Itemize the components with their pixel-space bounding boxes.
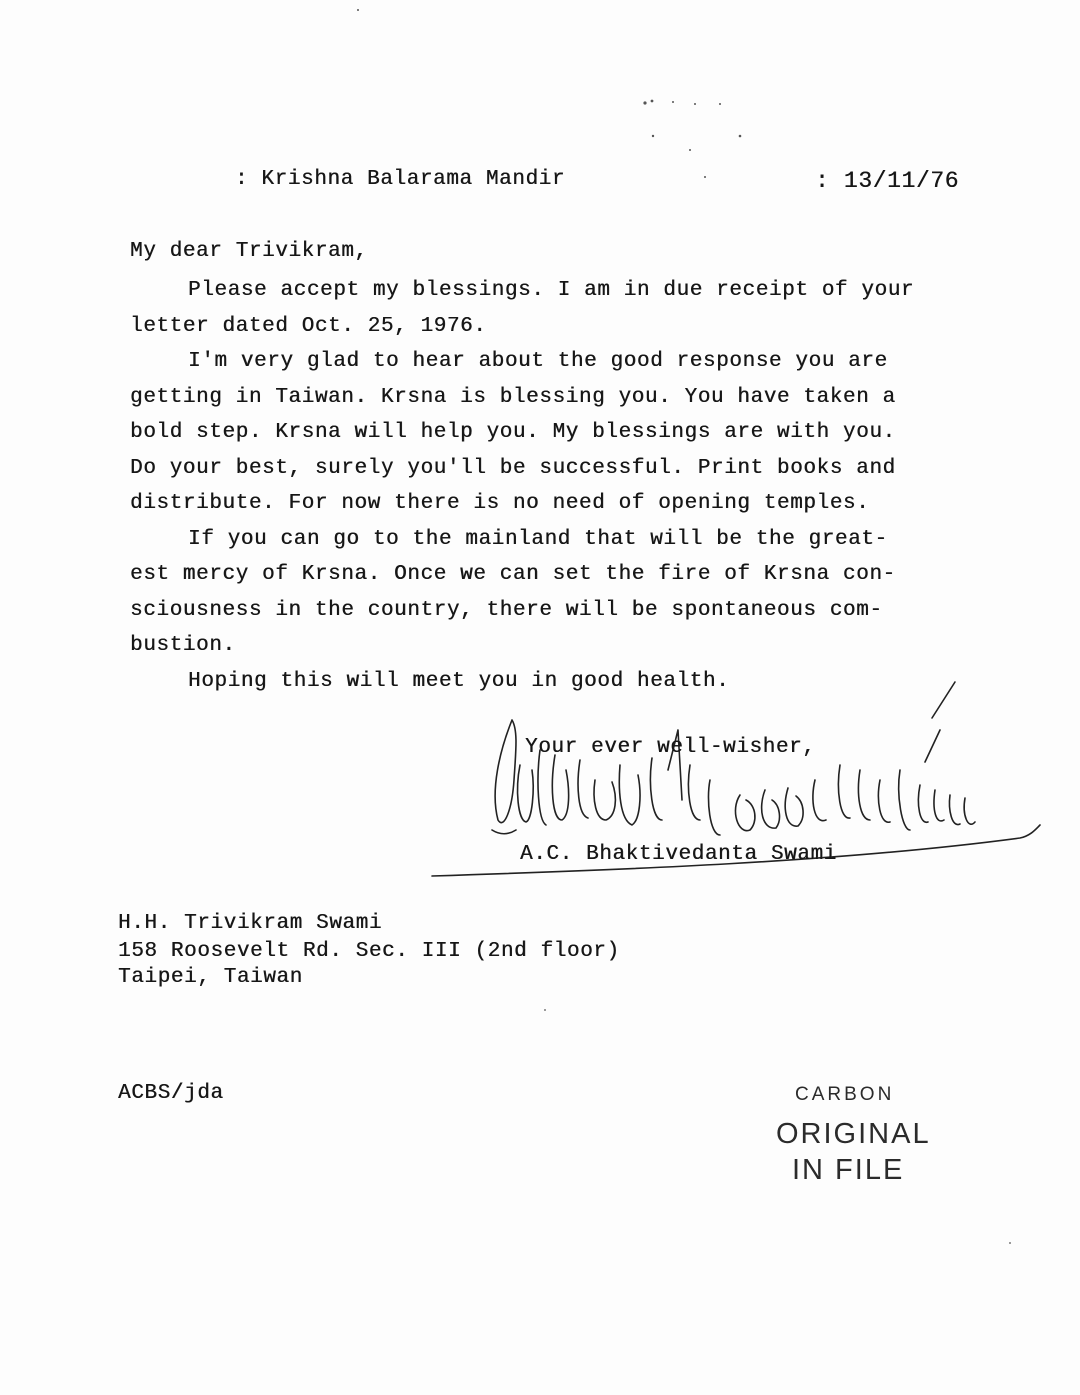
body-line: distribute. For now there is no need of opening temples. — [130, 492, 870, 515]
body-line: Do your best, surely you'll be successful. Print books and — [130, 456, 896, 480]
stamp-carbon: CARBON — [795, 1084, 895, 1105]
signatory-name: A.C. Bhaktivedanta Swami — [520, 843, 837, 866]
recipient-city: Taipei, Taiwan — [118, 966, 303, 989]
recipient-street: 158 Roosevelt Rd. Sec. III (2nd floor) — [118, 940, 620, 963]
salutation: My dear Trivikram, — [130, 240, 368, 263]
stamp-original: ORIGINAL — [776, 1118, 931, 1150]
letter-location: : Krishna Balarama Mandir — [235, 168, 566, 191]
body-line: letter dated Oct. 25, 1976. — [130, 314, 487, 338]
body-line: bold step. Krsna will help you. My blessings are with you. — [130, 421, 896, 444]
letter-date: : 13/11/76 — [815, 168, 960, 194]
reference-initials: ACBS/jda — [118, 1082, 224, 1105]
body-line: If you can go to the mainland that will be the great- — [188, 527, 888, 551]
letter-body — [130, 273, 1010, 699]
recipient-name: H.H. Trivikram Swami — [118, 912, 383, 935]
body-line: Please accept my blessings. I am in due receipt of your — [188, 279, 915, 302]
body-line: Hoping this will meet you in good health. — [188, 669, 730, 693]
body-line: sciousness in the country, there will be spontaneous com- — [130, 598, 883, 622]
stamp-in-file: IN FILE — [792, 1154, 905, 1186]
body-line: est mercy of Krsna. Once we can set the fire of Krsna con- — [130, 563, 896, 586]
body-line: I'm very glad to hear about the good response you are — [188, 350, 888, 373]
body-line: bustion. — [130, 634, 236, 657]
body-line: getting in Taiwan. Krsna is blessing you. You have taken a — [130, 385, 896, 409]
closing-line: Your ever well-wisher, — [525, 736, 816, 759]
